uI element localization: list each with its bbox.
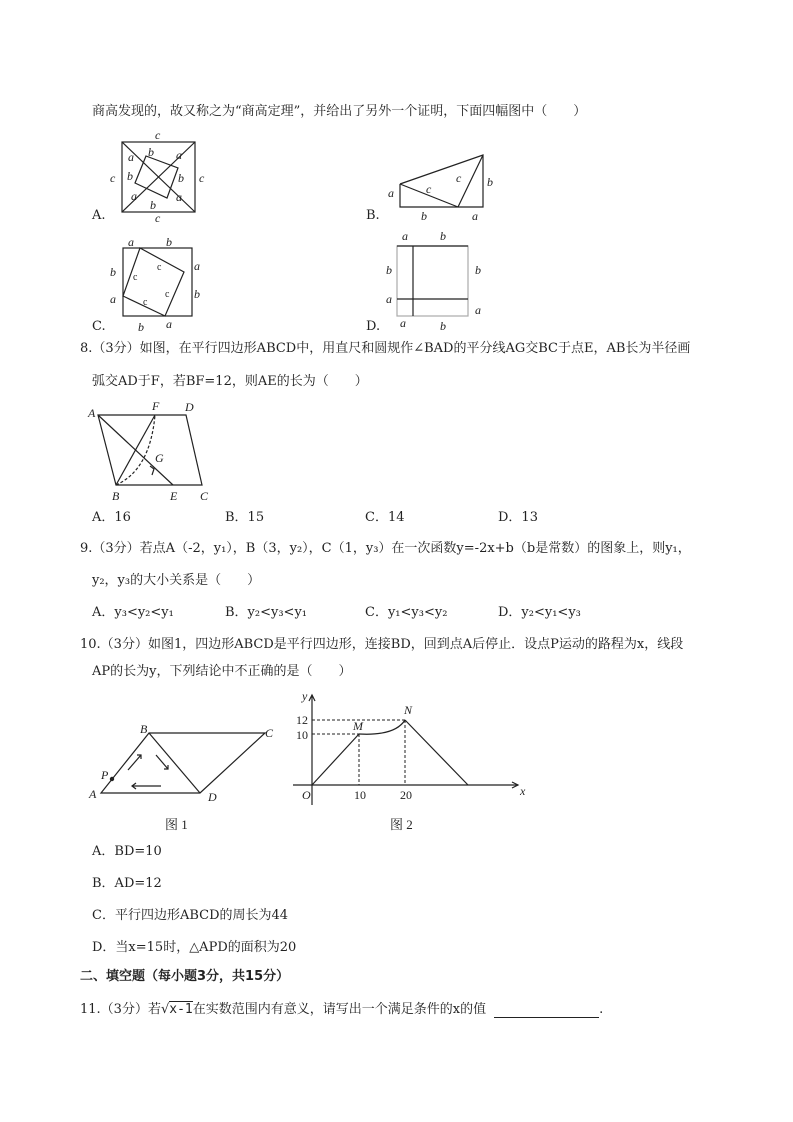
- figure-label: b: [148, 145, 154, 159]
- q10-option-c[interactable]: C．平行四边形ABCD的周长为44: [92, 908, 289, 923]
- q11-end: .: [599, 1002, 604, 1017]
- figure-label: a: [386, 292, 392, 306]
- figure-label: c: [155, 211, 161, 225]
- figure-1: [101, 733, 265, 793]
- figure-label: a: [110, 292, 116, 306]
- figure-label: a: [194, 259, 200, 273]
- q11-radicand: x-1: [169, 1002, 193, 1017]
- q9-line1: 9.（3分）若点A（-2，y₁），B（3，y₂），C（1，y₃）在一次函数y=-2x+b（b是常数）的图象上，则y₁，: [80, 541, 691, 556]
- q9-option-c[interactable]: C．y₁<y₃<y₂: [365, 605, 448, 620]
- figure-label: b: [150, 198, 156, 212]
- figure-label: c: [456, 171, 462, 185]
- figure-label: 12: [296, 713, 308, 727]
- q11-prefix: 11.（3分）若: [80, 1002, 161, 1017]
- q9-option-b[interactable]: B．y₂<y₃<y₁: [225, 605, 308, 620]
- figure-label: b: [386, 263, 392, 277]
- q8-option-c[interactable]: C．14: [365, 510, 405, 525]
- figure-label: b: [194, 287, 200, 301]
- q7-stem-tail: 商高发现的，故又称之为“商高定理”，并给出了另外一个证明，下面四幅图中（ ）: [92, 104, 587, 119]
- figure-label: A: [88, 406, 96, 420]
- figure-label: a: [475, 303, 481, 317]
- figure-label: D: [208, 790, 217, 804]
- figure-label: b: [127, 169, 133, 183]
- q8-option-d[interactable]: D．13: [498, 510, 538, 525]
- figure-label: E: [170, 489, 178, 503]
- figure-label: c: [143, 297, 148, 308]
- figure-label: a: [128, 150, 134, 164]
- figure-label: a: [176, 190, 182, 204]
- figure-label: M: [353, 719, 363, 733]
- figure-label: b: [138, 320, 144, 334]
- figure-label: a: [176, 148, 182, 162]
- q11-suffix: 在实数范围内有意义，请写出一个满足条件的x的值: [192, 1002, 487, 1017]
- figure-label: c: [426, 182, 432, 196]
- q10-option-b[interactable]: B．AD=12: [92, 876, 162, 891]
- q8-option-a[interactable]: A．16: [92, 510, 131, 525]
- figure-label: N: [404, 703, 413, 717]
- sqrt-icon: √: [160, 1002, 170, 1017]
- figure-label: C: [265, 726, 274, 740]
- figure-label: P: [101, 768, 109, 782]
- figure-label: a: [388, 186, 394, 200]
- figure-label: a: [472, 209, 478, 223]
- figure-label: B: [112, 489, 120, 503]
- q10-option-d[interactable]: D．当x=15时，△APD的面积为20: [92, 940, 297, 955]
- option-b-label[interactable]: B.: [366, 208, 380, 223]
- figure-label: 图 2: [390, 817, 413, 832]
- figure-label: b: [440, 229, 446, 243]
- figure-label: A: [89, 787, 97, 801]
- figure-label: 10: [354, 788, 366, 802]
- q10-option-a[interactable]: A．BD=10: [92, 844, 162, 859]
- figure-label: G: [155, 451, 164, 465]
- q8-option-b[interactable]: B．15: [225, 510, 265, 525]
- option-a-label[interactable]: A.: [92, 208, 106, 223]
- fig-a-label: c: [155, 128, 161, 142]
- q10-line2: AP的长为y，下列结论中不正确的是（ ）: [92, 664, 352, 679]
- figure-label: D: [185, 400, 194, 414]
- figure-label: F: [152, 399, 160, 413]
- figure-label: B: [140, 722, 148, 736]
- option-c-label[interactable]: C.: [92, 319, 106, 334]
- figure-label: b: [166, 235, 172, 249]
- q10-line1: 10.（3分）如图1，四边形ABCD是平行四边形，连接BD，回到点A后停止．设点P运动的路程为x，线段: [80, 637, 684, 652]
- figure-label: y: [302, 689, 308, 703]
- figure-label: b: [475, 263, 481, 277]
- figure-label: c: [199, 171, 205, 185]
- figure-label: C: [200, 489, 209, 503]
- figure-label: 20: [400, 788, 412, 802]
- section-2-heading: 二、填空题（每小题3分，共15分）: [80, 969, 290, 984]
- q9-option-d[interactable]: D．y₂<y₁<y₃: [498, 605, 581, 620]
- figure-label: b: [421, 209, 427, 223]
- figure-label: b: [110, 265, 116, 279]
- figure-label: a: [131, 189, 137, 203]
- figure-label: c: [110, 171, 116, 185]
- figure-label: a: [128, 235, 134, 249]
- figure-label: b: [487, 175, 493, 189]
- figure-label: b: [440, 319, 446, 333]
- figure-label: c: [157, 262, 162, 273]
- figure-label: O: [302, 788, 311, 802]
- figure-label: c: [133, 272, 138, 283]
- figure-label: 10: [296, 728, 308, 742]
- option-d-label[interactable]: D.: [366, 319, 381, 334]
- figure-label: a: [402, 229, 408, 243]
- q11: [80, 1002, 603, 1018]
- q8-line1: 8.（3分）如图，在平行四边形ABCD中，用直尺和圆规作∠BAD的平分线AG交BC于点E，AB长为半径画: [80, 341, 691, 356]
- figure-label: c: [165, 289, 170, 300]
- q9-line2: y₂，y₃的大小关系是（ ）: [92, 573, 261, 588]
- q9-option-a[interactable]: A．y₃<y₂<y₁: [92, 605, 174, 620]
- figure-label: a: [400, 316, 406, 330]
- q11-answer-blank[interactable]: [494, 1004, 599, 1018]
- figure-label: x: [520, 784, 526, 798]
- figure-label: 图 1: [165, 817, 188, 832]
- figure-label: b: [178, 171, 184, 185]
- q8-line2: 弧交AD于F，若BF=12，则AE的长为（ ）: [92, 374, 368, 389]
- figure-label: a: [166, 317, 172, 331]
